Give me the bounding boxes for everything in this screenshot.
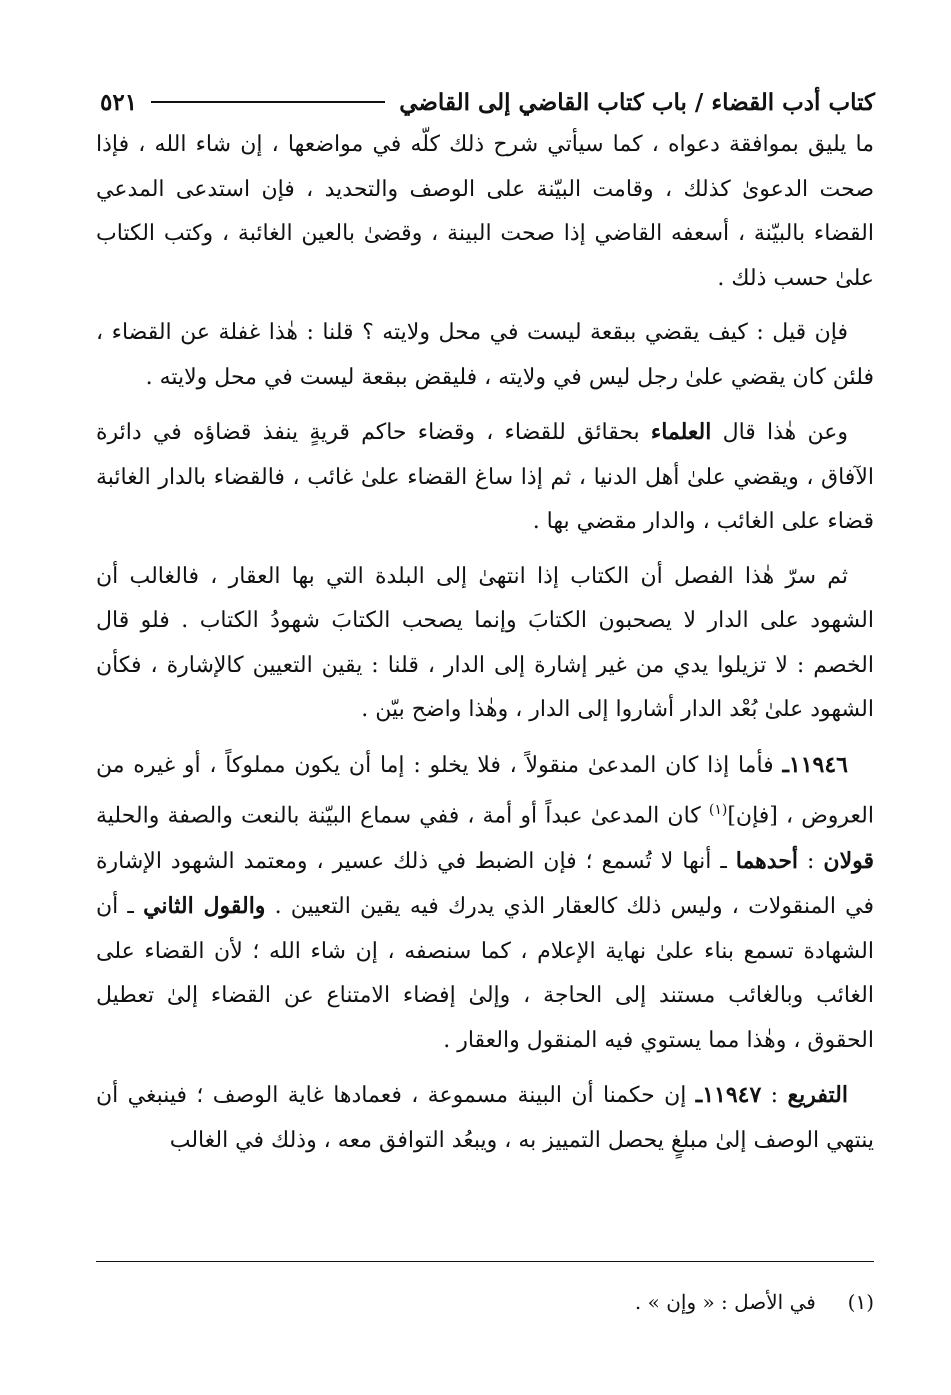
text-run: : <box>798 848 824 874</box>
footnote <box>96 1283 874 1321</box>
text-run: فأما إذا كان المدعىٰ منقولاً ، فلا يخلو : إما أن يكون مملوكاً ، أو غيره من العروض ، [فإن] <box>96 752 874 829</box>
text-run: ثم سرّ هٰذا الفصل أن الكتاب إذا انتهىٰ إلى البلدة التي بها العقار ، فالغالب أن الشهود على الدار لا يصحبون الكتابَ وإنما يصحب الكتابَ شهودُ الكتاب . فلو قال الخصم : لا تزيلوا يدي من غير إشارة إلى الدار ، قلنا : يقين التعيين كالإشارة ، فكأن الشهود علىٰ بُعْد الدار أشاروا إلى الدار ، وهٰذا واضح بيّن . <box>96 563 874 722</box>
header-title: كتاب أدب القضاء / باب كتاب القاضي إلى القاضي <box>399 88 875 116</box>
text-run: : <box>761 1083 788 1109</box>
text-run: ما يليق بموافقة دعواه ، كما سيأتي شرح ذلك كلّه في مواضعها ، إن شاء الله ، فإذا صحت الدعوىٰ كذلك ، وقامت البيّنة على الوصف والتحديد ، فإن استدعى المدعي القضاء بالبيّنة ، أسعفه القاضي إذا صحت البينة ، وقضىٰ بالعين الغائبة ، وكتب الكتاب علىٰ حسب ذلك . <box>96 132 874 291</box>
text-run: ـ أن الشهادة تسمع بناء علىٰ نهاية الإعلام ، كما سنصفه ، إن شاء الله ؛ لأن القضاء على الغائب وبالغائب مستند إلى الحاجة ، وإلىٰ إفضاء الامتناع عن القضاء إلىٰ تعطيل الحقوق ، وهٰذا مما يستوي فيه المنقول والعقار . <box>96 894 874 1053</box>
footnote-text: في الأصل : « وإن » . <box>634 1290 816 1314</box>
paragraph <box>96 743 874 1064</box>
bold-term: أحدهما <box>735 847 799 874</box>
text-run: وعن هٰذا قال <box>711 420 848 445</box>
paragraph <box>96 1073 874 1163</box>
body-text <box>96 123 874 1163</box>
text-run: فإن قيل : كيف يقضي ببقعة ليست في محل ولايته ؟ قلنا : هٰذا غفلة عن القضاء ، فلئن كان يقضي علىٰ رجل ليس في ولايته ، فليقض ببقعة ليست في محل ولايته . <box>96 320 874 390</box>
text-run: كان المدعىٰ عبداً أو أمة ، ففي سماع البيّنة بالنعت والصفة والحلية <box>96 803 709 829</box>
header-rule <box>151 101 385 103</box>
bold-term: العلماء <box>650 419 712 445</box>
running-header <box>100 82 875 122</box>
footnote-number: (١) <box>847 1290 874 1314</box>
footnote-ref: (١) <box>708 802 728 818</box>
bold-term: ١١٩٤٦ـ <box>782 751 848 778</box>
text-run: إن حكمنا أن البينة مسموعة ، فعمادها غاية الوصف ؛ فينبغي أن ينتهي الوصف إلىٰ مبلغٍ يحصل التمييز به ، ويبعُد التوافق معه ، وذلك في الغالب <box>96 1083 874 1153</box>
paragraph <box>96 555 874 733</box>
paragraph <box>96 410 874 545</box>
footnote-separator <box>96 1261 874 1262</box>
page-number: ٥٢١ <box>100 88 138 116</box>
text-run: ـ أنها لا تُسمع ؛ فإن الضبط في ذلك عسير ، ومعتمد الشهود الإشارة في المنقولات ، وليس ذلك كالعقار الذي يدرك فيه يقين التعيين . <box>96 848 875 920</box>
bold-term: ١١٩٤٧ـ <box>695 1082 762 1109</box>
paragraph <box>96 123 874 301</box>
text-run: بحقائق للقضاء ، وقضاء حاكم قريةٍ ينفذ قضاؤه في دائرة الآفاق ، ويقضي علىٰ أهل الدنيا ، ثم إذا ساغ القضاء علىٰ غائب ، فالقضاء بالدار الغائبة قضاء على الغائب ، والدار مقضي بها . <box>96 420 874 534</box>
bold-term: التفريع <box>787 1082 848 1109</box>
paragraph <box>96 311 874 400</box>
bold-term: والقول الثاني <box>143 893 266 920</box>
bold-term: قولان <box>823 847 874 874</box>
